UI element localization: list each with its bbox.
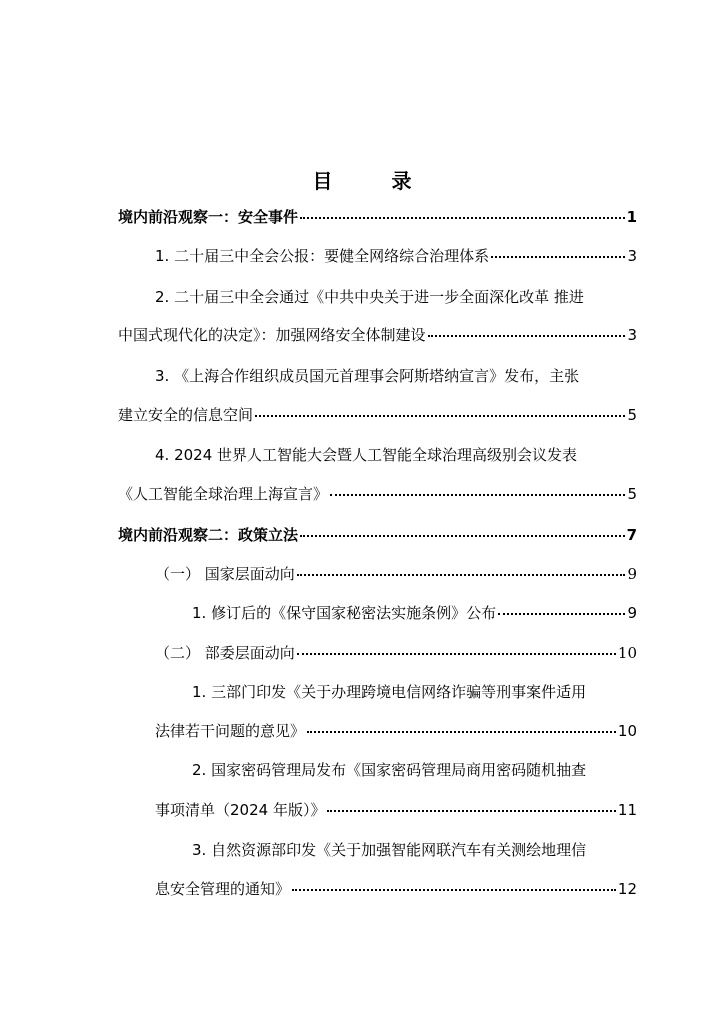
dot-leader xyxy=(297,574,626,576)
toc-entry-page: 10 xyxy=(617,722,637,740)
toc-entry-line1[interactable]: 4. 2024 世界人工智能大会暨人工智能全球治理高级别会议发表 xyxy=(155,446,578,464)
dot-leader xyxy=(327,810,615,812)
toc-entry[interactable] xyxy=(192,603,637,623)
toc-entry[interactable] xyxy=(155,721,637,741)
toc-entry-page: 9 xyxy=(627,604,637,622)
toc-entry-page: 12 xyxy=(617,880,637,898)
dot-leader xyxy=(330,494,625,496)
toc-entry[interactable] xyxy=(155,800,637,820)
toc-entry[interactable] xyxy=(118,484,637,504)
toc-entry-text: 境内前沿观察二：政策立法 xyxy=(118,526,299,544)
toc-entry-page: 1 xyxy=(626,208,637,226)
toc-entry-page: 3 xyxy=(627,326,637,344)
toc-entry[interactable] xyxy=(118,405,637,425)
toc-entry-text: （一） 国家层面动向 xyxy=(155,565,295,583)
toc-entry-line1[interactable]: 3. 自然资源部印发《关于加强智能网联汽车有关测绘地理信 xyxy=(192,841,587,859)
toc-entry[interactable] xyxy=(155,879,637,899)
dot-leader xyxy=(300,535,625,537)
dot-leader xyxy=(428,335,626,337)
dot-leader xyxy=(300,217,625,219)
dot-leader xyxy=(297,653,616,655)
dot-leader xyxy=(491,256,625,258)
toc-entry[interactable] xyxy=(118,325,637,345)
toc-entry-text: 1. 二十届三中全会公报：要健全网络综合治理体系 xyxy=(155,247,490,265)
toc-entry-text: 息安全管理的通知》 xyxy=(155,880,291,898)
toc-entry-text: 1. 修订后的《保守国家秘密法实施条例》公布 xyxy=(192,604,497,622)
toc-entry-text: 《人工智能全球治理上海宣言》 xyxy=(118,485,329,503)
toc-entry-subsection[interactable] xyxy=(155,643,637,663)
toc-entry-section-1[interactable] xyxy=(118,207,637,227)
dot-leader xyxy=(255,415,625,417)
toc-entry-line1[interactable]: 2. 国家密码管理局发布《国家密码管理局商用密码随机抽查 xyxy=(192,761,587,779)
toc-entry-page: 11 xyxy=(617,801,637,819)
toc-entry-page: 10 xyxy=(617,644,637,662)
dot-leader xyxy=(292,889,616,891)
toc-entry-text: 事项清单（2024 年版）》 xyxy=(155,801,326,819)
toc-entry-page: 5 xyxy=(627,406,637,424)
toc-entry-page: 7 xyxy=(626,526,637,544)
toc-entry-subsection[interactable] xyxy=(155,564,637,584)
toc-entry-page: 3 xyxy=(627,247,637,265)
toc-entry-line1[interactable]: 2. 二十届三中全会通过《中共中央关于进一步全面深化改革 推进 xyxy=(155,288,584,306)
dot-leader xyxy=(307,731,616,733)
toc-entry-text: 建立安全的信息空间 xyxy=(118,406,254,424)
toc-entry-line1[interactable]: 3. 《上海合作组织成员国元首理事会阿斯塔纳宣言》发布，主张 xyxy=(155,367,580,385)
toc-entry-text: 境内前沿观察一：安全事件 xyxy=(118,208,299,226)
toc-entry-text: （二） 部委层面动向 xyxy=(155,644,295,662)
toc-entry[interactable] xyxy=(155,246,637,266)
toc-title: 目 录 xyxy=(312,169,438,193)
toc-entry-text: 中国式现代化的决定》：加强网络安全体制建设 xyxy=(118,326,426,344)
toc-entry-page: 5 xyxy=(627,485,637,503)
toc-entry-text: 法律若干问题的意见》 xyxy=(155,722,306,740)
toc-entry-line1[interactable]: 1. 三部门印发《关于办理跨境电信网络诈骗等刑事案件适用 xyxy=(192,683,587,701)
toc-entry-page: 9 xyxy=(627,565,637,583)
dot-leader xyxy=(498,613,625,615)
toc-entry-section-2[interactable] xyxy=(118,525,637,545)
